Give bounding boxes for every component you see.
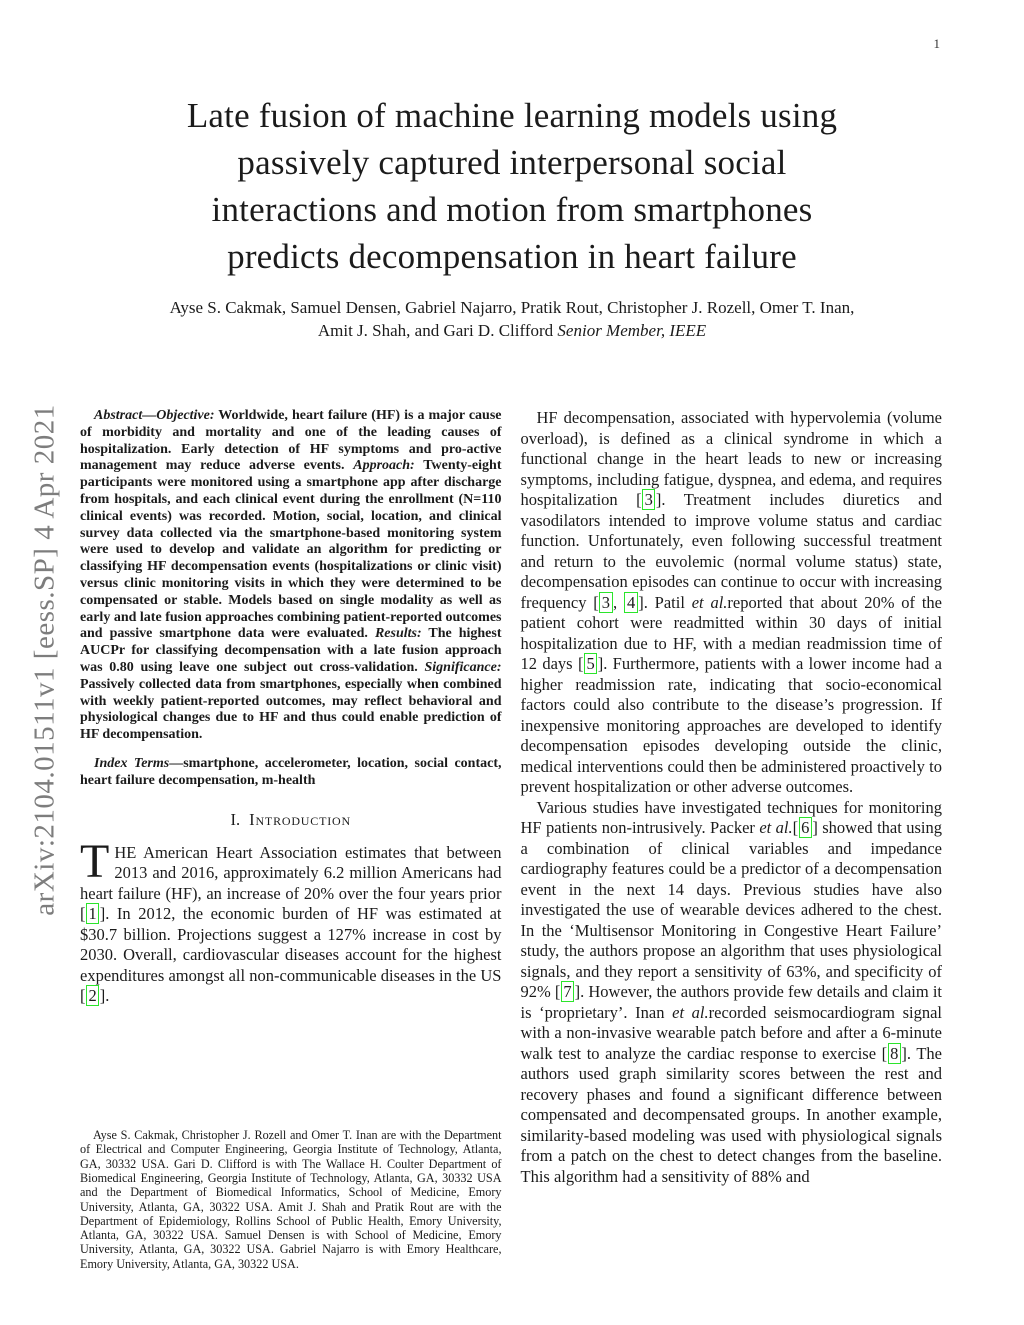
abstract-paragraph: Abstract—Objective: Worldwide, heart failure (HF) is a major cause of morbidity and mortality and one of the leading causes of hospitalization. Early detection of HF symptoms and pro-active management may reduce adverse events. Approach: Twenty-eight participants were monitored using a smartphone app after discharge from hospitals, and each clinical event during the enrollment (N=110 clinical events) was recorded. Motion, social, location, and clinical survey data collected via the smartphone-based monitoring system were used to develop and validate an algorithm for predicting or classifying HF decompensation events (hospitalizations or clinic visit) versus clinic monitoring visits in which they were determined to be compensated or stable. Models based on single modality as well as early and late fusion approaches combining patient-reported outcomes and passive smartphone data were evaluated. Results: The highest AUCPr for classifying decompensation with a late fusion approach was 0.80 using leave one subject out cross-validation. Significance: Passively collected data from smartphones, especially when combined with weekly patient-reported outcomes, may reflect behavioral and physiological changes due to HF and thus could enable prediction of HF decompensation. xyxy=(80,408,502,743)
title-line: predicts decompensation in heart failure xyxy=(227,237,797,276)
page-number: 1 xyxy=(933,36,940,51)
section-title: Introduction xyxy=(249,809,351,829)
title-line: passively captured interpersonal social xyxy=(237,143,787,182)
author-list xyxy=(0,296,1024,342)
title-line: Late fusion of machine learning models using xyxy=(186,96,838,135)
author-membership: Senior Member, IEEE xyxy=(557,321,707,340)
author-affiliations-footnote: Ayse S. Cakmak, Christopher J. Rozell and Omer T. Inan are with the Department of Electrical and Computer Engineering, Georgia Institute of Technology, Atlanta, GA, 30332 USA. Gari D. Clifford is with The Wallace H. Coulter Department of Biomedical Engineering, Georgia Institute of Technology, Atlanta, GA, 30332 USA and the Department of Biomedical Informatics, School of Medicine, Emory University, Atlanta, GA, 30322 USA. Amit J. Shah and Pratik Rout are with the Department of Epidemiology, Rollins School of Public Health, Emory University, Atlanta, GA, 30322 USA. Samuel Densen is with School of Medicine, Emory University, Atlanta, GA, 30322 USA. Gabriel Najarro is with Emory Healthcare, Emory University, Atlanta, GA, 30322 USA. xyxy=(80,1128,502,1271)
author-line-2-names: Amit J. Shah, and Gari D. Clifford xyxy=(317,321,558,340)
arxiv-watermark: arXiv:2104.01511v1 [eess.SP] 4 Apr 2021 xyxy=(28,404,61,916)
citation-link[interactable]: 2 xyxy=(86,985,99,1006)
paragraph-hf-decompensation: HF decompensation, associated with hypervolemia (volume overload), is defined as a clinical syndrome in which a functional change in the heart leads to new or increasing symptoms, including fatigue, dyspnea, and edema, and requires hospitalization [ 3 ]. Treatment includes diuretics and vasodilators intended to improve volume status and cardiac function. Unfortunately, even following successful treatment and return to the euvolemic (normal volume status) state, decompensation episodes can continue to occur with increasing frequency [ 3 , 4 ]. Patil et al.reported that about 20% of the patient cohort were readmitted within 30 days of initial hospitalization due to HF, with a median readmission time of 12 days [ 5 ]. Furthermore, patients with a lower income had a higher readmission rate, indicating that socio-economical factors could also contribute to the disease’s progression. If inexpensive monitoring approaches are developed to identify decompensation episodes developing outside the clinic, medical interventions could then be administered proactively to prevent hospitalization or other adverse outcomes. xyxy=(520,408,942,796)
section-heading-introduction xyxy=(80,810,502,830)
right-column xyxy=(521,408,943,1271)
section-numeral: I. xyxy=(230,809,241,829)
citation-link[interactable]: 3 xyxy=(642,489,655,510)
paper-header xyxy=(0,0,1024,342)
author-line-1: Ayse S. Cakmak, Samuel Densen, Gabriel Najarro, Pratik Rout, Christopher J. Rozell, Omer T. Inan, xyxy=(169,298,855,317)
citation-link[interactable]: 6 xyxy=(799,817,812,838)
paragraph-various-studies: Various studies have investigated techniques for monitoring HF patients non-intrusively. Packer et al.[ 6 ] showed that using a combination of clinical variables and impedance cardiography features could be a predictor of a decompensation event in the next 14 days. Previous studies have also investigated the use of wearable devices adhered to the chest. In the ‘Multisensor Monitoring in Congestive Heart Failure’ study, the authors propose an algorithm that uses physiological signals, and they report a sensitivity of 63%, and specificity of 92% [ 7 ]. However, the authors provide few details and claim it is ‘proprietary’. Inan et al.recorded seismocardiogram signal with a non-invasive wearable patch before and after a 6-minute walk test to analyze the cardiac response to exercise [ 8 ]. The authors used graph similarity scores between the rest and recovery phases and found a significant difference between compensated and decompensated groups. In another example, similarity-based modeling was used with physiological signals from a patch on the chest to detect changes from the baseline. This algorithm had a sensitivity of 88% and xyxy=(520,797,943,1186)
citation-link[interactable]: 1 xyxy=(86,903,99,924)
citation-link[interactable]: 5 xyxy=(584,653,597,674)
index-terms: Index Terms—smartphone, accelerometer, location, social contact, heart failure decompensation, m-health xyxy=(80,755,502,788)
citation-link[interactable]: 3 xyxy=(599,592,612,613)
paper-title xyxy=(0,92,1024,280)
drop-cap: T xyxy=(80,834,110,888)
citation-link[interactable]: 7 xyxy=(561,981,574,1002)
introduction-paragraph xyxy=(80,834,502,1007)
left-column xyxy=(80,408,502,1271)
citation-link[interactable]: 4 xyxy=(624,592,637,613)
author-line-2 xyxy=(0,319,1024,342)
introduction-text: HE American Heart Association estimates that between 2013 and 2016, approximately 6.2 million Americans had heart failure (HF), an increase of 20% over the four years prior [ 1 ]. In 2012, the economic burden of HF was estimated at $30.7 billion. Projections suggest a 127% increase in cost by 2030. Overall, cardiovascular diseases account for the highest expenditures amongst all non-communicable diseases in the US [ 2 ]. xyxy=(80,842,502,1006)
citation-link[interactable]: 8 xyxy=(888,1043,901,1064)
title-line: interactions and motion from smartphones xyxy=(211,190,813,229)
two-column-body xyxy=(80,408,942,1271)
